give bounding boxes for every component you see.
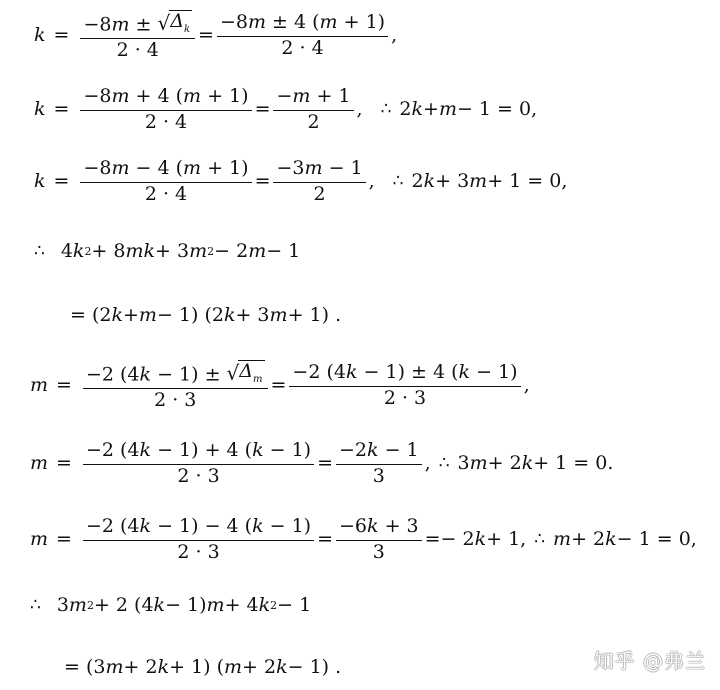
equation-line-4: ∴ 4 k 2 + 8 mk + 3 m 2 − 2 m − 1 — [34, 240, 301, 262]
fraction: $\frac{-2 (4k - 1) + 4 (k - 1)}{2 \cdot 3}$ — [83, 440, 314, 488]
fraction: $\frac{-6k + 3}{3}$ — [336, 516, 422, 564]
equation-line-9: ∴ 3 m 2 + 2 (4 k − 1) m + 4 k 2 − 1 — [30, 594, 312, 616]
fraction: −8m ± √ $\Delta_k$ 2 · 4 — [80, 10, 195, 62]
watermark: 知乎 @弗兰 — [593, 649, 706, 673]
equation-line-8: m = $\frac{-2 (4k - 1) - 4 (k - 1)}{2 \cdot 3}$ = $\frac{-6k + 3}{3}$ =− 2 k + 1, ∴ m + 2 k − 1 = 0, — [30, 515, 697, 563]
fraction: $\frac{-3m - 1}{2}$ — [273, 158, 365, 206]
fraction: $\frac{-8m + 4 (m + 1)}{2 \cdot 4}$ — [80, 86, 251, 134]
equation-line-7: m = $\frac{-2 (4k - 1) + 4 (k - 1)}{2 \cdot 3}$ = $\frac{-2k - 1}{3}$ , ∴ 3 m + 2 k + 1 = 0. — [30, 439, 614, 487]
fraction: $\frac{-8m - 4 (m + 1)}{2 \cdot 4}$ — [80, 158, 251, 206]
equation-line-3: k = $\frac{-8m - 4 (m + 1)}{2 \cdot 4}$ = $\frac{-3m - 1}{2}$ , ∴ 2 k + 3 m + 1 = 0, — [34, 157, 568, 205]
fraction: $\frac{-2 (4k - 1) - 4 (k - 1)}{2 \cdot 3}$ — [83, 516, 314, 564]
fraction: $\frac{-8m \pm 4 (m + 1)}{2 \cdot 4}$ — [217, 12, 388, 60]
fraction: $\frac{-2k - 1}{3}$ — [336, 440, 422, 488]
fraction: $\frac{-m + 1}{2}$ — [273, 86, 353, 134]
equation-line-5: = (2 k + m − 1) (2 k + 3 m + 1) . — [70, 304, 342, 326]
fraction: −2 (4k − 1) ± √ $\Delta_m$ 2 · 3 — [83, 360, 268, 412]
fraction: $\frac{-2 (4k - 1) \pm 4 (k - 1)}{2 \cdot 3}$ — [289, 362, 520, 410]
equation-line-2: k = $\frac{-8m + 4 (m + 1)}{2 \cdot 4}$ = $\frac{-m + 1}{2}$ , ∴ 2 k + m − 1 = 0, — [34, 85, 538, 133]
equation-line-6: m = −2 (4k − 1) ± √ $\Delta_m$ 2 · 3 = $\frac{-2 (4k - 1) \pm 4 (k - 1)}{2 \cdot 3}$ , — [30, 360, 530, 412]
equation-line-10: = (3 m + 2 k + 1) ( m + 2 k − 1) . — [64, 656, 342, 678]
equation-line-1: k = −8m ± √ $\Delta_k$ 2 · 4 = $\frac{-8m \pm 4 (m + 1)}{2 \cdot 4}$ , — [34, 10, 398, 62]
